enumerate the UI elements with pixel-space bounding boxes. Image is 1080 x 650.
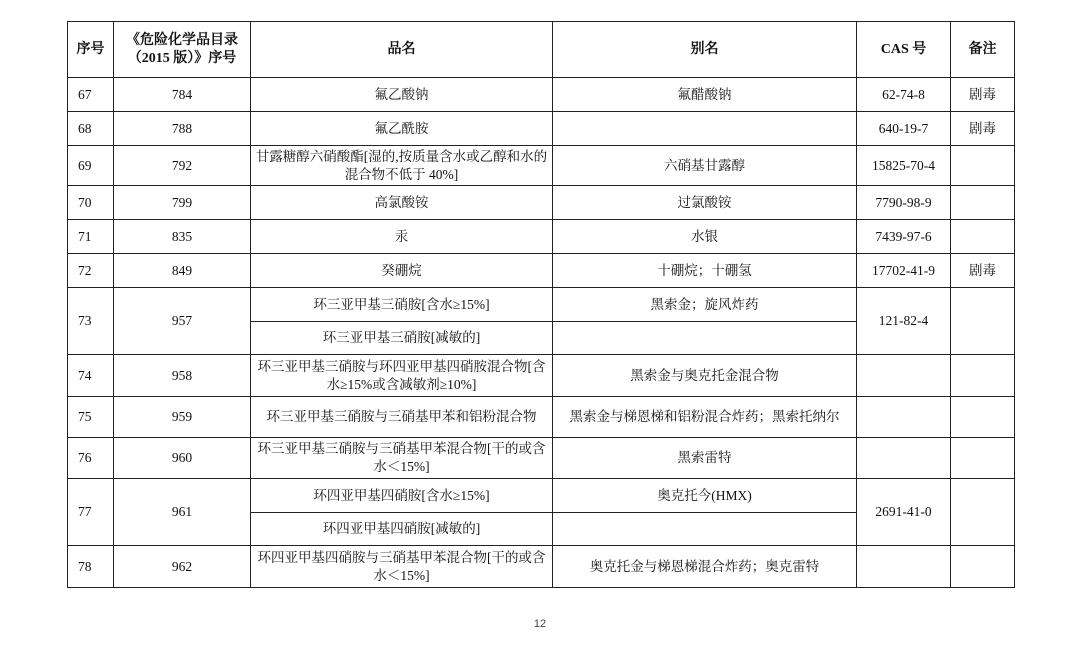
header-name: 品名 [251,22,553,78]
cell-remark: 剧毒 [951,78,1015,112]
cell-seq: 77 [68,479,114,546]
header-cas: CAS 号 [857,22,951,78]
cell-seq: 70 [68,186,114,220]
table-row [68,254,1015,288]
table-row [68,186,1015,220]
cell-name: 癸硼烷 [251,254,553,288]
cell-remark [951,220,1015,254]
cell-catalog: 962 [114,546,251,588]
cell-remark [951,397,1015,438]
cell-remark [951,479,1015,546]
cell-cas: 17702-41-9 [857,254,951,288]
table-row [68,438,1015,479]
cell-seq: 69 [68,146,114,186]
cell-name: 氟乙酸钠 [251,78,553,112]
cell-alias: 黑索金与梯恩梯和铝粉混合炸药；黑索托纳尔 [553,397,857,438]
cell-catalog: 959 [114,397,251,438]
cell-alias: 十硼烷；十硼氢 [553,254,857,288]
cell-cas: 7439-97-6 [857,220,951,254]
cell-alias [553,322,857,355]
cell-remark [951,546,1015,588]
table-row [68,220,1015,254]
cell-cas: 2691-41-0 [857,479,951,546]
cell-catalog: 849 [114,254,251,288]
cell-name: 环四亚甲基四硝胺[减敏的] [251,513,553,546]
table-row [68,146,1015,186]
cell-seq: 76 [68,438,114,479]
cell-name: 环四亚甲基四硝胺[含水≥15%] [251,479,553,513]
cell-cas: 121-82-4 [857,288,951,355]
header-catalog-line2: （2015 版）》序号 [127,50,237,66]
cell-remark [951,288,1015,355]
cell-seq: 72 [68,254,114,288]
cell-seq: 71 [68,220,114,254]
cell-seq: 68 [68,112,114,146]
header-alias: 别名 [553,22,857,78]
cell-cas: 15825-70-4 [857,146,951,186]
cell-name: 汞 [251,220,553,254]
cell-name: 环三亚甲基三硝胺与环四亚甲基四硝胺混合物[含水≥15%或含减敏剂≥10%] [251,355,553,397]
cell-catalog: 961 [114,479,251,546]
cell-catalog: 799 [114,186,251,220]
cell-cas [857,397,951,438]
cell-catalog: 835 [114,220,251,254]
cell-seq: 78 [68,546,114,588]
cell-remark [951,186,1015,220]
cell-remark [951,146,1015,186]
cell-cas [857,438,951,479]
cell-alias [553,112,857,146]
page-number: 12 [533,618,547,630]
table-row [68,479,1015,513]
header-catalog-line1: 《危险化学品目录 [126,32,238,48]
cell-catalog: 784 [114,78,251,112]
cell-alias: 黑索金；旋风炸药 [553,288,857,322]
cell-catalog: 788 [114,112,251,146]
cell-alias: 奥克托金与梯恩梯混合炸药；奥克雷特 [553,546,857,588]
cell-alias: 黑索金与奥克托金混合物 [553,355,857,397]
cell-name: 氟乙酰胺 [251,112,553,146]
chemical-table [67,21,1015,588]
cell-alias: 过氯酸铵 [553,186,857,220]
header-remark: 备注 [951,22,1015,78]
cell-catalog: 960 [114,438,251,479]
table-row [68,397,1015,438]
cell-alias: 水银 [553,220,857,254]
cell-name: 环三亚甲基三硝胺与三硝基甲苯混合物[干的或含水＜15%] [251,438,553,479]
cell-seq: 75 [68,397,114,438]
cell-alias: 黑索雷特 [553,438,857,479]
cell-name: 环四亚甲基四硝胺与三硝基甲苯混合物[干的或含水＜15%] [251,546,553,588]
table-row [68,288,1015,322]
cell-alias [553,513,857,546]
cell-name: 高氯酸铵 [251,186,553,220]
cell-alias: 六硝基甘露醇 [553,146,857,186]
cell-cas: 7790-98-9 [857,186,951,220]
cell-name: 环三亚甲基三硝胺[减敏的] [251,322,553,355]
header-row [68,22,1015,78]
cell-cas: 62-74-8 [857,78,951,112]
cell-catalog: 958 [114,355,251,397]
cell-cas [857,355,951,397]
cell-remark [951,438,1015,479]
table-row [68,355,1015,397]
cell-cas: 640-19-7 [857,112,951,146]
table-row [68,546,1015,588]
cell-remark [951,355,1015,397]
cell-cas [857,546,951,588]
cell-seq: 74 [68,355,114,397]
cell-name: 甘露糖醇六硝酸酯[湿的,按质量含水或乙醇和水的混合物不低于 40%] [251,146,553,186]
cell-seq: 67 [68,78,114,112]
cell-remark: 剧毒 [951,254,1015,288]
cell-alias: 奥克托今(HMX) [553,479,857,513]
table-row [68,78,1015,112]
header-seq: 序号 [68,22,114,78]
cell-seq: 73 [68,288,114,355]
cell-name: 环三亚甲基三硝胺与三硝基甲苯和铝粉混合物 [251,397,553,438]
cell-catalog: 792 [114,146,251,186]
cell-name: 环三亚甲基三硝胺[含水≥15%] [251,288,553,322]
cell-catalog: 957 [114,288,251,355]
cell-alias: 氟醋酸钠 [553,78,857,112]
table-row [68,112,1015,146]
header-catalog [114,22,251,78]
cell-remark: 剧毒 [951,112,1015,146]
